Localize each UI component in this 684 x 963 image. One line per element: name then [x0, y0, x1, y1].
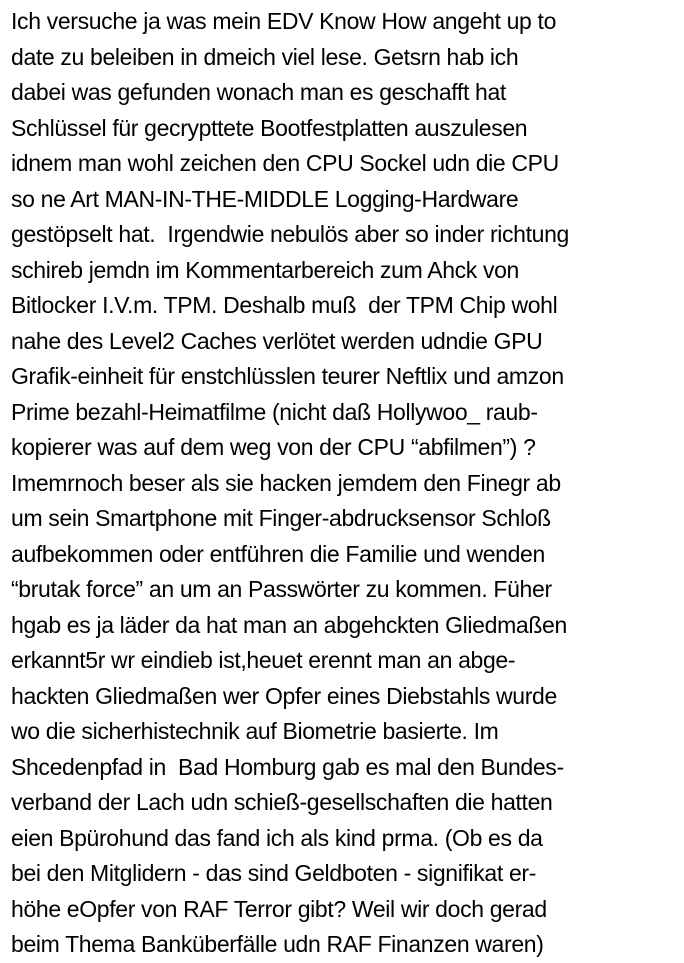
text-line: bei den Mitglidern - das sind Geldboten - signifikat er-: [11, 860, 537, 886]
text-line: idnem man wohl zeichen den CPU Sockel udn die CPU: [11, 150, 559, 176]
document-text: [11, 4, 679, 963]
text-line: hgab es ja läder da hat man an abgehckten Gliedmaßen: [11, 611, 567, 638]
text-line: eien Bpürohund das fand ich als kind prma. (Ob es da: [11, 824, 543, 851]
text-line: gestöpselt hat. Irgendwie nebulös aber so inder richtung: [11, 221, 569, 247]
text-line: erkannt5r wr eindieb ist,heuet erennt man an abge-: [11, 647, 516, 673]
text-line: aufbekommen oder entführen die Familie und wenden: [11, 540, 545, 567]
text-line: dabei was gefunden wonach man es geschafft hat: [11, 79, 506, 105]
text-line: hackten Gliedmaßen wer Opfer eines Diebstahls wurde: [11, 682, 557, 709]
text-line: Imemrnoch beser als sie hacken jemdem den Finegr ab: [11, 469, 561, 496]
text-line: Ich versuche ja was mein EDV Know How angeht up to: [11, 8, 557, 34]
text-line: schireb jemdn im Kommentarbereich zum Ahck von: [11, 256, 520, 283]
text-line: Grafik-einheit für enstchlüsslen teurer Neftlix und amzon: [11, 363, 564, 389]
text-line: verband der Lach udn schieß-gesellschaften die hatten: [11, 789, 553, 815]
text-line: date zu beleiben in dmeich viel lese. Getsrn hab ich: [11, 43, 519, 70]
text-line: beim Thema Banküberfälle udn RAF Finanzen waren): [11, 931, 544, 957]
text-line: “brutak force” an um an Passwörter zu kommen. Füher: [11, 576, 552, 602]
text-line: Schlüssel für gecrypttete Bootfestplatten auszulesen: [11, 114, 528, 141]
text-line: höhe eOpfer von RAF Terror gibt? Weil wir doch gerad: [11, 895, 547, 922]
text-line: Prime bezahl-Heimatfilme (nicht daß Hollywoo_ raub-: [11, 398, 538, 425]
text-line: nahe des Level2 Caches verlötet werden udndie GPU: [11, 327, 543, 354]
text-line: wo die sicherhistechnik auf Biometrie basierte. Im: [11, 718, 499, 744]
text-line: kopierer was auf dem weg von der CPU “abfilmen”) ?: [11, 434, 536, 460]
text-line: so ne Art MAN-IN-THE-MIDDLE Logging-Hardware: [11, 185, 519, 212]
text-line: Bitlocker I.V.m. TPM. Deshalb muß der TPM Chip wohl: [11, 292, 558, 318]
text-line: Shcedenpfad in Bad Homburg gab es mal den Bundes-: [11, 753, 564, 780]
text-line: um sein Smartphone mit Finger-abdrucksensor Schloß: [11, 505, 551, 531]
